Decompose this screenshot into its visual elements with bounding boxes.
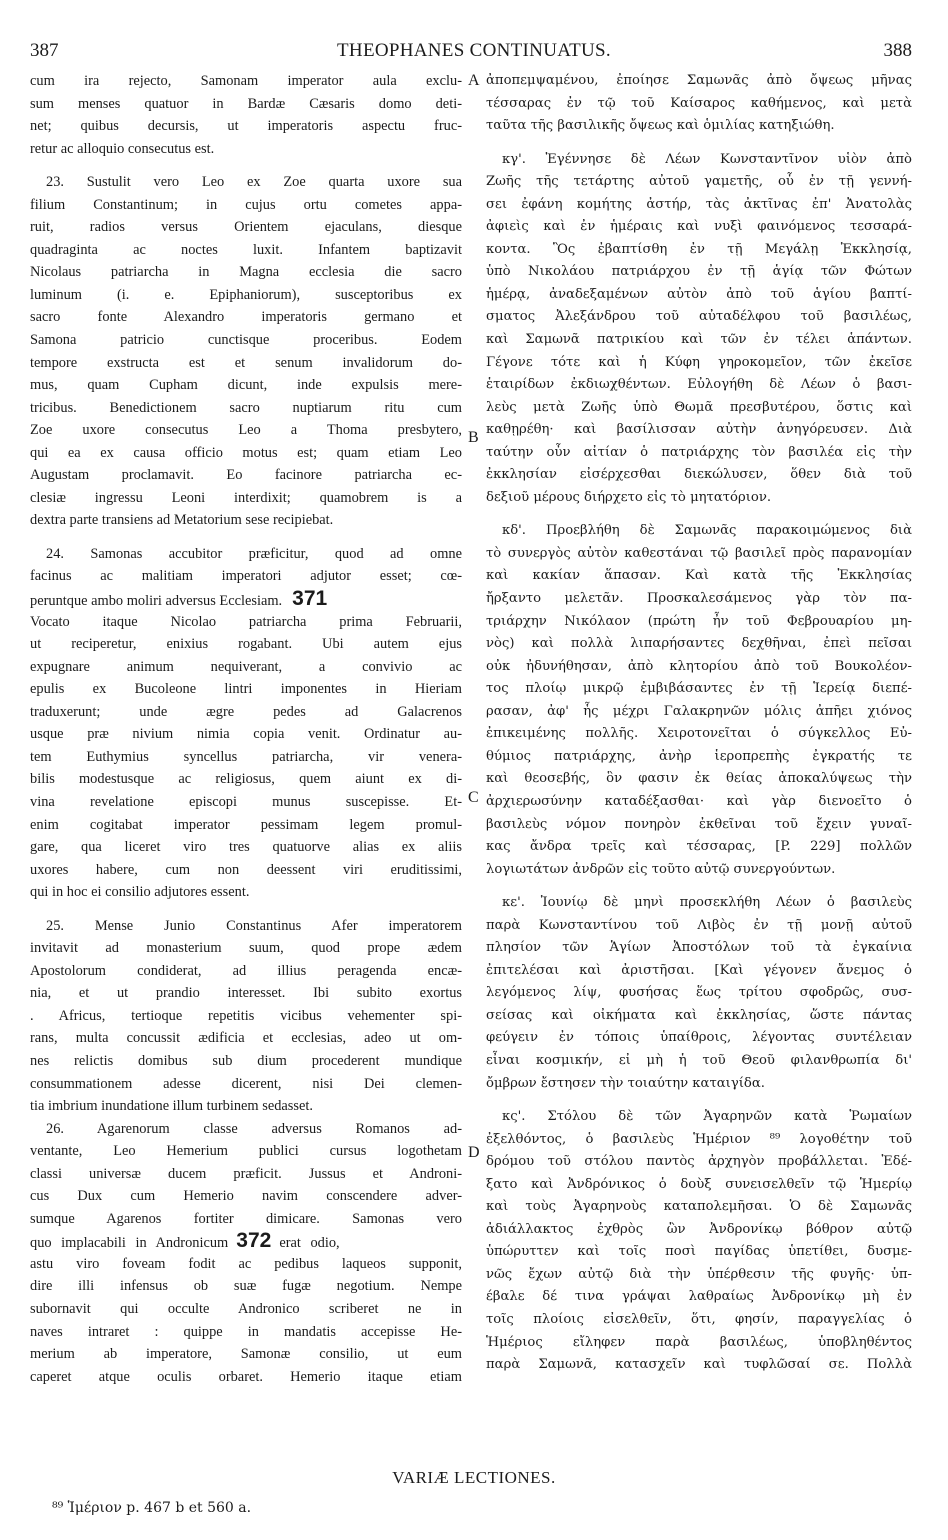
- greek-line: Ζωῆς τῆς τετάρτης αὐτοῦ γαμετῆς, οὗ ἐν τῇ γεννή-: [486, 174, 912, 190]
- paragraph-gap: [30, 160, 462, 171]
- latin-line: dextra parte transiens ad Metatorium sese recipiebat.: [30, 512, 334, 529]
- greek-line: ὄμβρων ἔστησεν τὴν τοιαύτην καταιγίδα.: [486, 1075, 765, 1091]
- greek-line: σει ἐφάνη κομήτης ἀστήρ, τὰς ἀκτῖνας ἐπ' Ἀνατολὰς: [486, 196, 912, 212]
- latin-line: Apostolorum condiderat, ad illius peragenda encæ-: [30, 962, 462, 979]
- greek-line: κς'. Στόλου δὲ τῶν Ἀγαρηνῶν κατὰ Ῥωμαίων: [502, 1109, 912, 1125]
- latin-line: clesiæ ingressu Leoni interdixit; quamobrem is a: [30, 489, 462, 506]
- margin-letter-b: B: [468, 429, 479, 446]
- latin-line: caperet atque oculis orbaret. Hemerio itaque etiam: [30, 1368, 462, 1385]
- greek-line: ἐπικειμένης πολλῆς. Χειροτονεῖται ὁ σύγκελλος Εὐ-: [486, 726, 912, 742]
- greek-line: σείσας καὶ οἰκήματα καὶ ἐκκλησίας, ὥστε πάντας: [486, 1007, 912, 1023]
- latin-line-text: erat odio,: [279, 1235, 340, 1252]
- latin-line: classi universæ ducem præficit. Jussus et Androni-: [30, 1165, 462, 1182]
- greek-line: Γέγονε τότε καὶ ἡ Κύφη γηροκομεῖον, τῶν ἐκεῖσε: [486, 354, 912, 370]
- latin-line: quadraginta ac noctes luxit. Infantem baptizavit: [30, 241, 462, 258]
- greek-line: θύμιος πατριάρχης, ἀνὴρ ἱεροπρεπὴς ἐγκρατής τε: [486, 748, 912, 764]
- greek-line: βασιλεὺς νόμον πονηρὸν ἐκθεῖναι τοῦ ἔχειν γυναῖ-: [486, 816, 912, 832]
- greek-column: [486, 70, 912, 1377]
- greek-line: καὶ θεοσεβής, ὃν φασιν ἐκ θείας ἀποκαλύψεως τὴν: [486, 771, 912, 787]
- greek-line: παρὰ Κωνσταντίνου τοῦ Λιβὸς ἐν τῇ μονῇ αὐτοῦ: [486, 917, 912, 933]
- latin-line-text: peruntque ambo moliri adversus Ecclesiam.: [30, 593, 283, 610]
- greek-line: καὶ κακίαν ἅπασαν. Καὶ κατὰ τῆς Ἐκκλησίας: [486, 568, 912, 584]
- latin-line: rans, multa concussit ædificia et ecclesias, adeo ut om-: [30, 1030, 462, 1047]
- greek-line: λεγόμενος λίψ, φυσήσας ἕως τρίτου σφοδρῶς, συσ-: [486, 985, 912, 1001]
- greek-line: λεὺς μετὰ Ζωῆς ὑπὸ Θωμᾶ πρεσβυτέρου, ὅστις καὶ: [486, 399, 912, 415]
- page-marker-371: 371: [292, 588, 328, 611]
- greek-line: ἀφιεὶς καὶ ἐν ἡμέραις καὶ νυξὶ φαινόμενος τεσσαρά-: [486, 219, 912, 235]
- latin-line: qui in hoc ei consilio adjutores essent.: [30, 884, 250, 901]
- latin-line: tia imbrium inundatione illum turbinem sedasset.: [30, 1098, 313, 1115]
- paragraph-gap: [486, 509, 912, 520]
- greek-line: φεύγειν ἐν τόποις ὑπαίθροις, λέγοντας συντέλειαν: [486, 1030, 912, 1046]
- latin-line: 26. Agarenorum classe adversus Romanos ad-: [46, 1120, 462, 1137]
- margin-letter-a: A: [468, 72, 480, 89]
- paragraph-gap: [30, 532, 462, 543]
- greek-line: νῶς ἔχων αὐτῷ διὰ τὴν ὑπέρθεσιν τῆς φυγῆς· ὑπ-: [486, 1266, 912, 1282]
- margin-letter-c: C: [468, 789, 479, 806]
- latin-line: tem Euthymius syncellus patriarcha, vir venera-: [30, 748, 462, 765]
- greek-line: λογιωτάτων ἀνδρῶν εἰς τοῦτο αὐτῷ συνεργούντων.: [486, 861, 836, 877]
- latin-line: consummationem adesse dicerent, nisi Dei clemen-: [30, 1075, 462, 1092]
- greek-line: Ἡμέριος εἴληφεν παρὰ βασιλέως, ὑποβληθέντος: [486, 1334, 912, 1350]
- paragraph-gap: [486, 881, 912, 892]
- greek-line: τος πλοίῳ μικρῷ ἐμβιβάσαντες ἐν τῇ Ἱερείᾳ διεπέ-: [486, 681, 912, 697]
- latin-line: uxores habere, cum non deessent viri eruditissimi,: [30, 861, 462, 878]
- variae-lectiones-heading: VARIÆ LECTIONES.: [392, 1468, 556, 1487]
- latin-line: sumque Agarenos fortiter dimicare. Samonas vero: [30, 1210, 462, 1227]
- latin-line: ruit, radios versus Orientem ejaculans, diesque: [30, 219, 462, 236]
- greek-line: ἀποπεμψαμένου, ἐποίησε Σαμωνᾶς ἀπὸ ὄψεως μῆνας: [486, 73, 912, 88]
- greek-line: ρασαν, ἀφ' ἧς μέχρι Γαλακρηνῶν μόλις ἀπῆει χιόνος: [486, 703, 912, 719]
- latin-line: 25. Mense Junio Constantinus Afer imperatorem: [46, 917, 462, 934]
- greek-line: ξατο καὶ Ἀνδρόνικος ὁ δοὺξ συνεισελθεῖν τῷ Ἡμερίῳ: [486, 1176, 912, 1192]
- greek-line: ἐκκλησίαν εἰσέρχεσθαι διεκώλυσεν, ὅθεν διὰ τοῦ: [486, 467, 912, 483]
- greek-line: ἐξελθόντος, ὁ βασιλεὺς Ἡμέριον ⁸⁹ λογοθέτην τοῦ: [486, 1131, 912, 1147]
- greek-line: κε'. Ἰουνίῳ δὲ μηνὶ προσεκλήθη Λέων ὁ βασιλεὺς: [502, 895, 912, 911]
- latin-line: luminum (i. e. Epiphaniorum), susceptoribus ex: [30, 286, 462, 303]
- latin-line: . Africus, tertioque repetitis vicibus vehementer spi-: [30, 1007, 462, 1024]
- latin-line: ventante, Leo Hemerium publici cursus logothetam: [30, 1143, 462, 1160]
- greek-line: ἑταιρίδων ἐκδιωχθέντων. Εὐλογήθη δὲ Λέων ὁ βασι-: [486, 377, 912, 393]
- greek-line: καὶ Σαμωνᾶ πατρικίου καὶ τῶν ἐν τέλει ἁπάντων.: [486, 332, 912, 348]
- latin-line: tempore exstructa est et senum invalidorum do-: [30, 354, 462, 371]
- latin-line: astu viro foveam fodit ac pedibus laqueos supponit,: [30, 1255, 462, 1272]
- latin-line: qui ea ex causa officio motus est; quam etiam Leo: [30, 444, 462, 461]
- greek-line: τοῖς πλοίοις εἰσελθεῖν, ὅτι, φησίν, παραγγελίας ὁ: [486, 1311, 912, 1327]
- greek-line: κας ἄνδρα τρεῖς καὶ τέσσαρας, [P. 229] πολλῶν: [486, 839, 912, 855]
- paragraph-gap: [30, 904, 462, 915]
- greek-line: τὸ συνεργὸς αὐτὸν καθεστάναι τῷ βασιλεῖ πρὸς παρανομίαν: [486, 545, 912, 561]
- greek-line: εἶναι κοσμικήν, εἰ μὴ ἡ τοῦ Θεοῦ φιλανθρωπία δι': [486, 1052, 912, 1068]
- latin-line: sum menses quatuor in Bardæ Cæsaris domo deti-: [30, 95, 462, 112]
- greek-line: κδ'. Προεβλήθη δὲ Σαμωνᾶς παρακοιμώμενος διὰ: [502, 523, 912, 539]
- latin-line: Vocato itaque Nicolao patriarcha prima Februarii,: [30, 613, 462, 630]
- latin-line: ut reciperetur, enixius rogabant. Ubi autem ejus: [30, 636, 462, 653]
- greek-line: δεξιοῦ μέρους διήρχετο εἰς τὸ μητατόριον.: [486, 489, 772, 505]
- greek-line: έβαλε δέ τινα γράψαι λαθραίως Ἀνδρονίκῳ μὴ ἐν: [486, 1289, 912, 1305]
- running-title: THEOPHANES CONTINUATUS.: [337, 40, 611, 61]
- greek-line: ἀρχιερωσύνην καταδέξασθαι· καὶ γὰρ διενοεῖτο ὁ: [486, 793, 912, 809]
- latin-line: cum ira rejecto, Samonam imperator aula exclu-: [30, 73, 462, 89]
- greek-line: σματος Ἀλεξάνδρου τοῦ αὐταδέλφου τοῦ βασιλέως,: [486, 309, 912, 325]
- greek-line: οὐκ ἠδυνήθησαν, ἀπὸ κλητορίου ἀπὸ τοῦ Βουκολέον-: [486, 658, 912, 674]
- greek-line: κγ'. Ἐγέννησε δὲ Λέων Κωνσταντῖνον υἱὸν ἀπὸ: [502, 151, 912, 167]
- latin-line: [30, 588, 462, 611]
- latin-line: nes relictis domibus sub dium procederent mundique: [30, 1052, 462, 1069]
- page-marker-372: 372: [236, 1230, 272, 1253]
- page-number-left: 387: [30, 40, 59, 61]
- greek-line: πλησίον τῶν Ἁγίων Ἀποστόλων τοῦ τὰ ἐγκαίνια: [486, 940, 912, 956]
- paragraph-gap: [486, 1095, 912, 1106]
- latin-line: merium ab imperatore, Samonæ consilio, ut eum: [30, 1346, 462, 1363]
- latin-line: Augustam proclamavit. Eo facinore patriarcha ec-: [30, 467, 462, 484]
- latin-line: Zoe uxore consecutus Leo a Thoma presbytero,: [30, 422, 462, 439]
- footnote: ⁸⁹ Ἱμέριον p. 467 b et 560 a.: [52, 1500, 252, 1516]
- latin-line: cus Dux cum Hemerio navim conscendere adver-: [30, 1188, 462, 1205]
- latin-line: epulis ex Bucoleone lintri imponentes in Hieriam: [30, 681, 462, 698]
- latin-line: mus, quam Cupham dicunt, inde expulsis mere-: [30, 377, 462, 394]
- latin-line: 24. Samonas accubitor præficitur, quod ad omne: [46, 545, 462, 562]
- latin-line: bilis modestusque ac religiosus, quem aiunt ex di-: [30, 771, 462, 788]
- greek-line: καθῃρέθη· καὶ βασίλισσαν αὐτὴν ἀνηγόρευσεν. Διὰ: [486, 422, 912, 438]
- greek-line: παρὰ Σαμωνᾶ, κατασχεῖν καὶ τυφλῶσαί σε. Πολλὰ: [486, 1357, 912, 1373]
- margin-letter-d: D: [468, 1144, 480, 1161]
- greek-line: ταῦτα τῆς βασιλικῆς ὄψεως καὶ ὁμιλίας κατηξιώθη.: [486, 118, 835, 134]
- greek-line: κοντα. Ὃς ἐβαπτίσθη ἐν τῇ Μεγάλῃ Ἐκκλησίᾳ,: [486, 241, 912, 257]
- greek-line: τριάρχην Νικόλαον (πρώτη ἦν τοῦ Φεβρουαρίου μη-: [486, 613, 912, 629]
- greek-line: ἀδιάλλακτος ἐχθρὸς ὢν Ἀνδρονίκῳ βόθρον αὐτῷ: [486, 1221, 912, 1237]
- latin-line: gare, qua liceret viro tres quatuorve alias ex aliis: [30, 839, 462, 856]
- greek-line: ἤρξαντο μελετᾶν. Προσκαλεσάμενος γὰρ τὸν πα-: [486, 591, 912, 607]
- latin-line: [30, 1230, 462, 1253]
- latin-line: nia, et ut prandio interesset. Ibi subito exortus: [30, 985, 462, 1002]
- latin-line: expugnare animum nequiverant, a convivio ac: [30, 658, 462, 675]
- latin-line: Samona patricio cunctisque proceribus. Eodem: [30, 332, 462, 349]
- latin-line: traduxerunt; unde ægre pedes ad Galacrenos: [30, 703, 462, 720]
- latin-line: Nicolaus patriarcha in Magna ecclesia die sacro: [30, 264, 462, 281]
- greek-line: ὑπὸ Νικολάου πατριάρχου ἐν τῇ ἁγίᾳ τῶν Φώτων: [486, 264, 912, 280]
- latin-column: [30, 70, 462, 1388]
- latin-line: subornavit qui occulte Andronico scriberet ne in: [30, 1300, 462, 1317]
- greek-line: νὸς) καὶ πολλὰ λιπαρήσαντες δεχθῆναι, ἐπεὶ πεῖσαι: [486, 636, 912, 652]
- latin-line: dire illi infensus ob suæ fugæ negotium. Nempe: [30, 1278, 462, 1295]
- latin-line: enim cogitabat imperator pessimam legem promul-: [30, 816, 462, 833]
- latin-line: 23. Sustulit vero Leo ex Zoe quarta uxore sua: [46, 174, 462, 191]
- greek-line: ἐπιτελέσαι καὶ ἀριστῆσαι. [Καὶ γέγονεν ἄνεμος ὁ: [486, 962, 912, 978]
- greek-line: δρόμου τοῦ στόλου παντὸς ἀρχηγὸν προβάλλεται. Ἐδέ-: [486, 1154, 912, 1170]
- latin-line-text: quo implacabili in Andronicum: [30, 1235, 229, 1252]
- latin-line: naves intraret : quippe in mandatis accepisse He-: [30, 1323, 462, 1340]
- greek-line: ταύτην οὖν αἰτίαν ὁ πατριάρχης τὸν βασιλέα εἰς τὴν: [486, 444, 912, 460]
- latin-line: sacro fonte Alexandro imperatoris germano et: [30, 309, 462, 326]
- latin-line: net; quibus decursis, ut imperatoris aspectu fruc-: [30, 118, 462, 135]
- greek-line: ὑπώρυττεν καὶ τοῖς ποσὶ παγίδας ὑπετίθει, δυσμε-: [486, 1244, 912, 1260]
- paragraph-gap: [486, 138, 912, 149]
- latin-line: retur ac alloquio consecutus est.: [30, 140, 215, 157]
- latin-line: usque præ nivium nimia copia venit. Ordinatur au-: [30, 726, 462, 743]
- greek-line: καὶ τοὺς Ἀγαρηνοὺς καταπολεμῆσαι. Ὁ δὲ Σαμωνᾶς: [486, 1199, 912, 1215]
- greek-line: τέσσαρας ἐν τῷ τοῦ Καίσαρος καθήμενος, καὶ μετὰ: [486, 95, 912, 111]
- greek-line: ἡμέρᾳ, ἀναδεξαμένων αὐτὸν ἀπὸ τοῦ ἁγίου βαπτί-: [486, 286, 912, 302]
- latin-line: filium Constantinum; in cujus ortu cometes appa-: [30, 196, 462, 213]
- latin-line: vina revelatione episcopi munus suscepisse. Et-: [30, 793, 462, 810]
- latin-line: tricibus. Benedictionem sacro nuptiarum ritu cum: [30, 399, 462, 416]
- page-number-right: 388: [883, 40, 912, 61]
- latin-line: invitavit ad monasterium suum, quod prope ædem: [30, 940, 462, 957]
- latin-line: facinus ac malitiam imperatori adjutor esset; cœ-: [30, 568, 462, 585]
